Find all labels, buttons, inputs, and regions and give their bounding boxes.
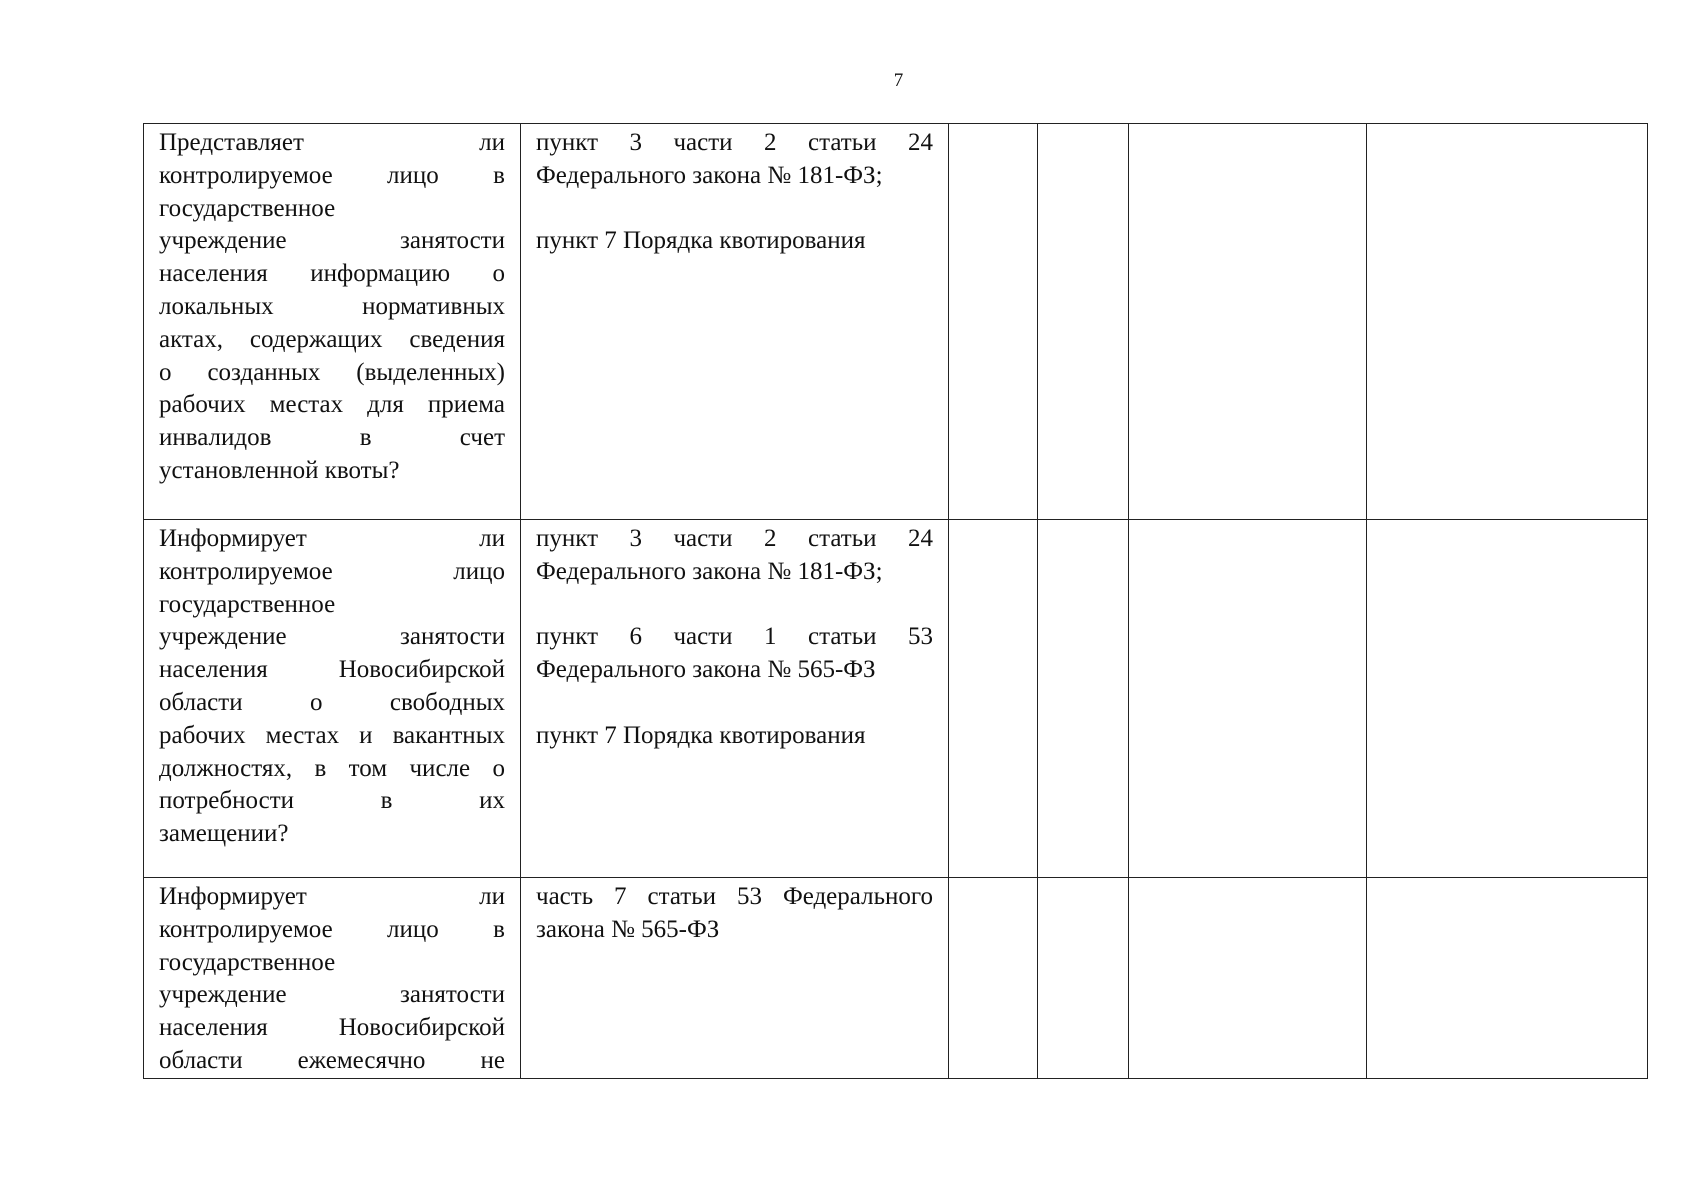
question-line: контролируемое лицо в (159, 161, 505, 189)
reference-text: пункт 3 части 2 статьи 24 Федерального закона № 181-ФЗ; (536, 129, 933, 189)
question-line: рабочих местах для приема (159, 391, 505, 419)
empty-cell (1038, 124, 1129, 520)
page-number: 7 (893, 70, 904, 91)
question-line: учреждение занятости (159, 981, 505, 1009)
empty-cell (1129, 124, 1367, 520)
question-line: контролируемое лицо в (159, 915, 505, 943)
question-line: учреждение занятости (159, 623, 505, 651)
question-line: государственное (159, 194, 336, 222)
question-cell (144, 878, 521, 1079)
question-line: области о свободных (159, 688, 505, 716)
question-line: контролируемое лицо (159, 557, 505, 585)
reference-cell (521, 878, 949, 1079)
question-cell (144, 124, 521, 520)
empty-cell (1129, 878, 1367, 1079)
question-line: Информирует ли (159, 883, 505, 910)
reference-cell (521, 124, 949, 520)
question-line: государственное (159, 948, 336, 976)
reference-text: пункт 7 Порядка квотирования (536, 227, 866, 255)
table-row (144, 878, 1648, 1079)
question-line: рабочих местах и вакантных (159, 721, 505, 749)
question-line: государственное (159, 590, 336, 618)
question-line: замещении? (159, 820, 289, 848)
question-line: учреждение занятости (159, 227, 505, 255)
question-line: области ежемесячно не (159, 1046, 505, 1074)
question-line: населения Новосибирской (159, 656, 505, 684)
empty-cell (949, 124, 1038, 520)
empty-cell (1367, 878, 1648, 1079)
empty-cell (1367, 520, 1648, 878)
table-row (144, 124, 1648, 520)
reference-text: пункт 6 части 1 статьи 53 Федерального закона № 565-ФЗ (536, 623, 933, 684)
question-line: о созданных (выделенных) (159, 358, 505, 386)
question-line: потребности в их (159, 787, 505, 815)
question-line: Информирует ли (159, 525, 505, 552)
empty-cell (1038, 520, 1129, 878)
empty-cell (949, 520, 1038, 878)
question-line: должностях, в том числе о (159, 754, 505, 782)
empty-cell (1367, 124, 1648, 520)
checklist-table (143, 123, 1648, 1079)
question-line: населения Новосибирской (159, 1014, 505, 1042)
question-line: инвалидов в счет (159, 424, 505, 452)
reference-cell (521, 520, 949, 878)
question-line: установленной квоты? (159, 456, 400, 484)
question-line: актах, содержащих сведения (159, 325, 505, 353)
question-line: населения информацию о (159, 260, 505, 288)
reference-text: пункт 7 Порядка квотирования (536, 721, 866, 749)
reference-text: часть 7 статьи 53 Федерального закона № 565-ФЗ (536, 883, 933, 943)
question-line: Представляет ли (159, 129, 505, 156)
reference-text: пункт 3 части 2 статьи 24 Федерального закона № 181-ФЗ; (536, 525, 933, 585)
empty-cell (1129, 520, 1367, 878)
table-row (144, 520, 1648, 878)
empty-cell (949, 878, 1038, 1079)
question-line: локальных нормативных (159, 292, 505, 320)
empty-cell (1038, 878, 1129, 1079)
question-cell (144, 520, 521, 878)
